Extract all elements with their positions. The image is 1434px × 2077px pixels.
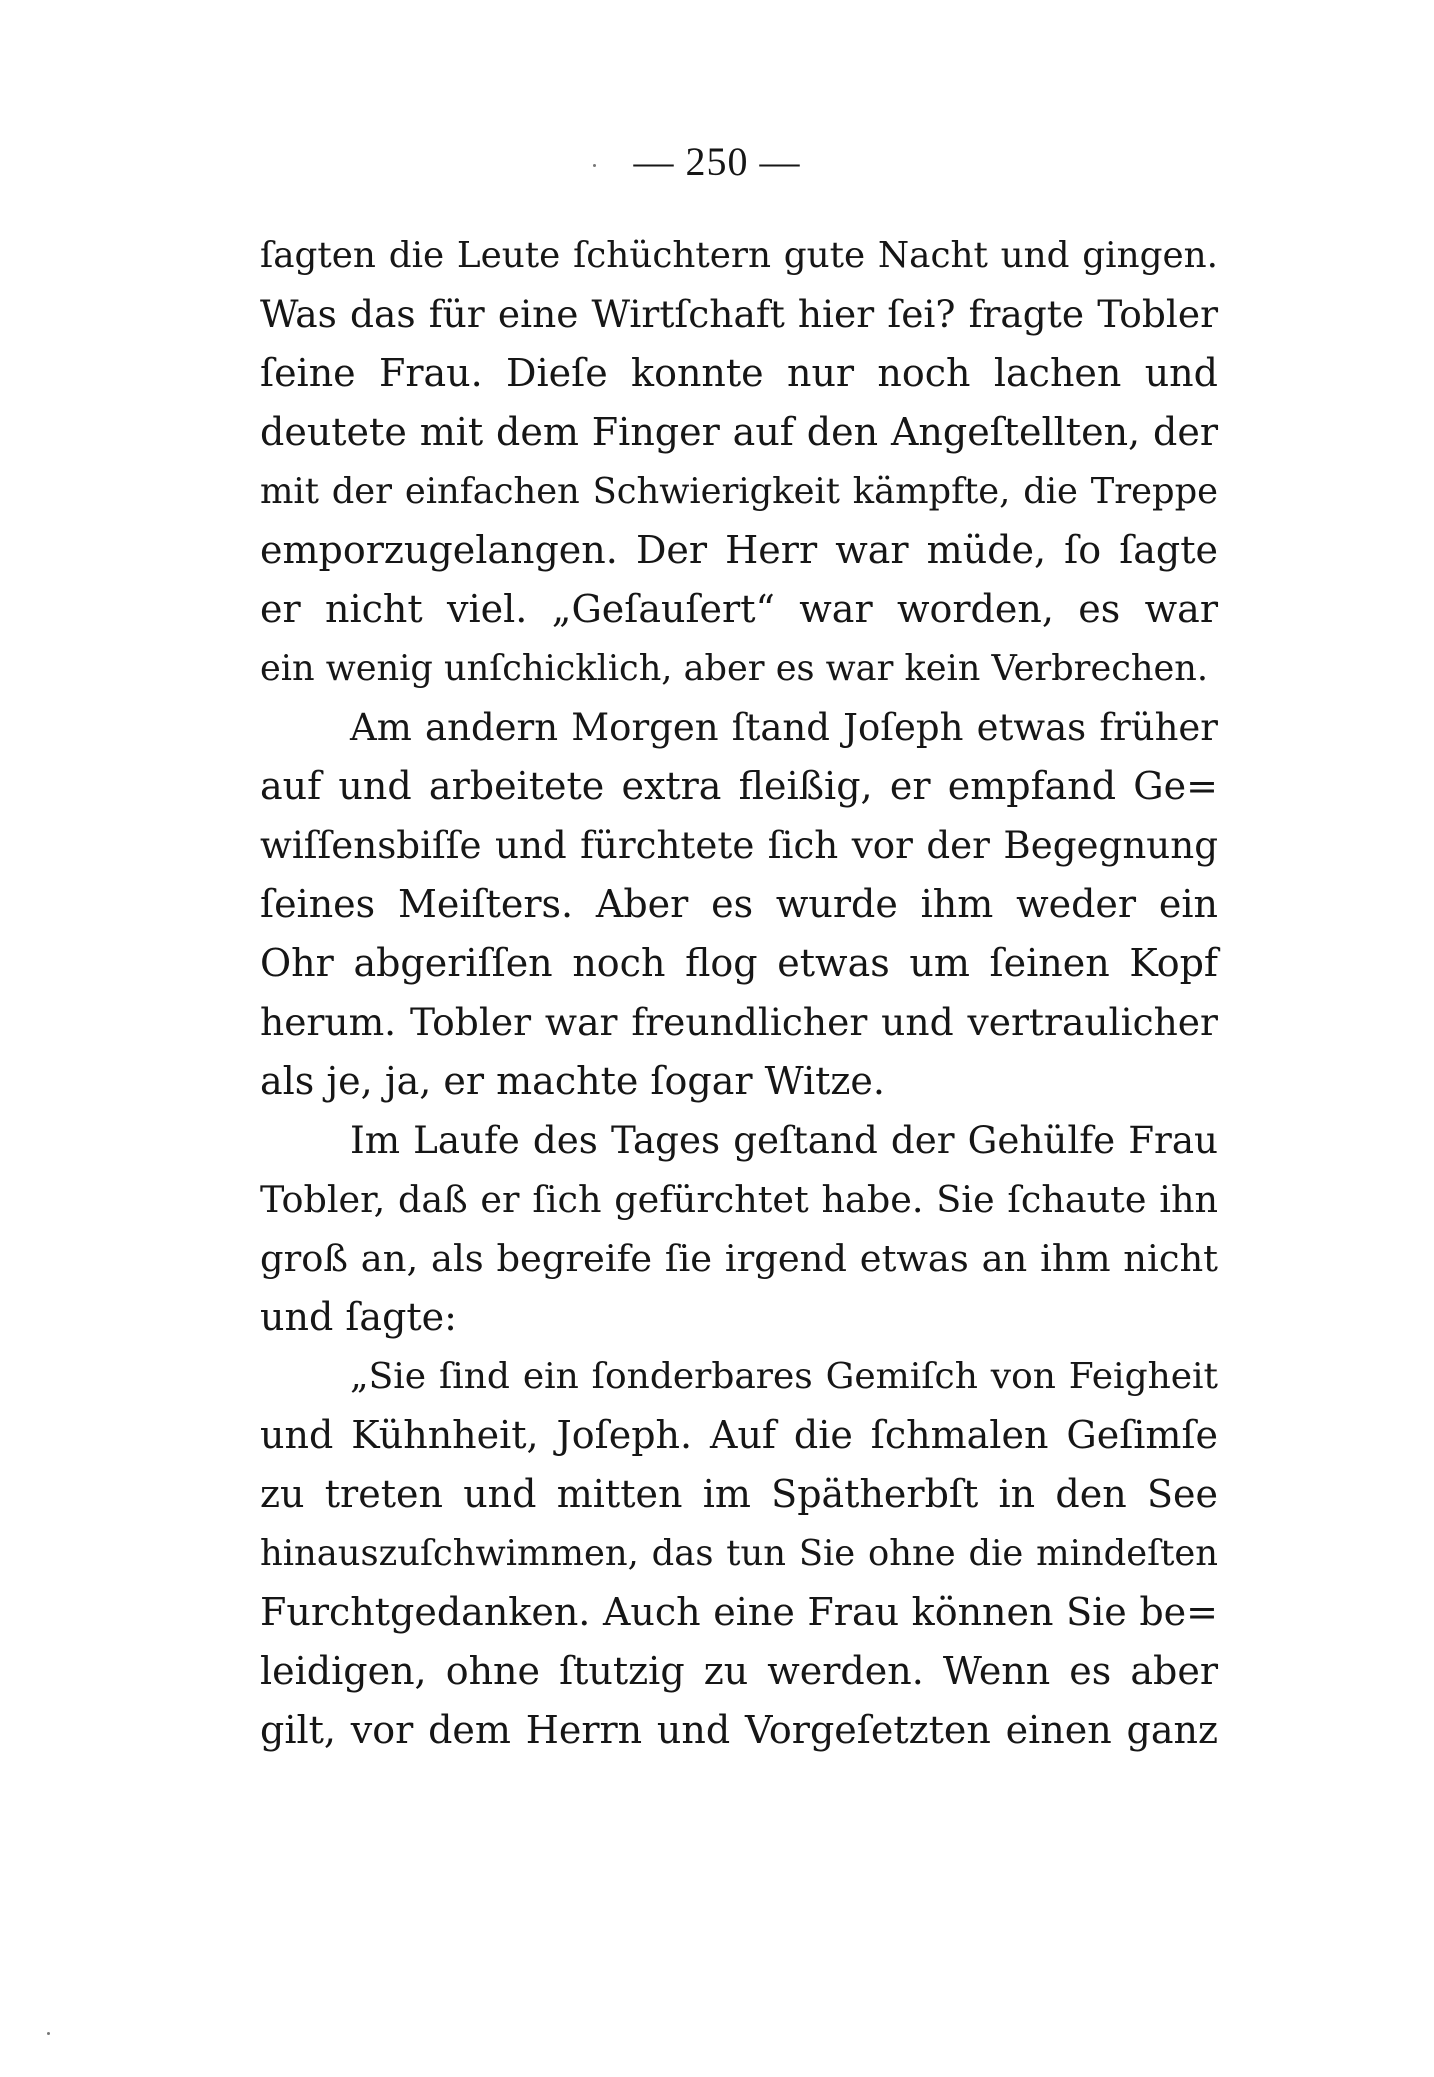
text-line: gilt, vor dem Herrn und Vorgeſetzten einen ganz bbox=[260, 1708, 1218, 1752]
text-line: wiſſensbiſſe und fürchtete ſich vor der Begegnung bbox=[260, 823, 1218, 867]
text-line: als je, ja, er machte ſogar Witze. bbox=[260, 1059, 885, 1103]
text-line: auf und arbeitete extra fleißig, er empfand Ge= bbox=[260, 764, 1218, 808]
text-line: Tobler, daß er ſich gefürchtet habe. Sie ſchaute ihn bbox=[260, 1178, 1218, 1221]
print-speck bbox=[593, 164, 596, 167]
text-line: und Kühnheit, Joſeph. Auf die ſchmalen Geſimſe bbox=[260, 1413, 1218, 1457]
text-line: groß an, als begreife ſie irgend etwas an ihm nicht bbox=[260, 1237, 1218, 1280]
text-line: und ſagte: bbox=[260, 1295, 457, 1339]
text-line: Furchtgedanken. Auch eine Frau können Sie be= bbox=[260, 1590, 1218, 1634]
text-line: Ohr abgeriſſen noch flog etwas um ſeinen Kopf bbox=[260, 941, 1218, 985]
body-text bbox=[260, 226, 1218, 1760]
text-line: ſeine Frau. Dieſe konnte nur noch lachen und bbox=[260, 351, 1218, 395]
text-line: er nicht viel. „Geſauſert“ war worden, es war bbox=[260, 587, 1218, 631]
text-line: ſagten die Leute ſchüchtern gute Nacht und gingen. bbox=[260, 235, 1218, 276]
text-line: leidigen, ohne ſtutzig zu werden. Wenn es aber bbox=[260, 1649, 1218, 1693]
text-line: ein wenig unſchicklich, aber es war kein Verbrechen. bbox=[260, 648, 1208, 689]
paragraph-first-line: „Sie ſind ein ſonderbares Gemiſch von Feigheit bbox=[350, 1356, 1218, 1397]
paragraph-first-line: Am andern Morgen ſtand Joſeph etwas früher bbox=[350, 706, 1218, 749]
text-line: zu treten und mitten im Spätherbſt in den See bbox=[260, 1472, 1218, 1516]
text-line: deutete mit dem Finger auf den Angeſtellten, der bbox=[260, 410, 1218, 454]
print-speck bbox=[47, 2032, 50, 2035]
text-line: Was das für eine Wirtſchaft hier ſei? fragte Tobler bbox=[260, 292, 1218, 336]
paragraph-first-line: Im Laufe des Tages geſtand der Gehülfe Frau bbox=[350, 1118, 1218, 1162]
text-line: ſeines Meiſters. Aber es wurde ihm weder ein bbox=[260, 882, 1218, 926]
text-line: emporzugelangen. Der Herr war müde, ſo ſagte bbox=[260, 528, 1218, 572]
text-line: mit der einfachen Schwierigkeit kämpfte, die Treppe bbox=[260, 471, 1218, 512]
text-line: hinauszuſchwimmen, das tun Sie ohne die mindeſten bbox=[260, 1533, 1218, 1574]
page-number: — 250 — bbox=[633, 139, 801, 184]
text-line: herum. Tobler war freundlicher und vertraulicher bbox=[260, 1000, 1218, 1044]
